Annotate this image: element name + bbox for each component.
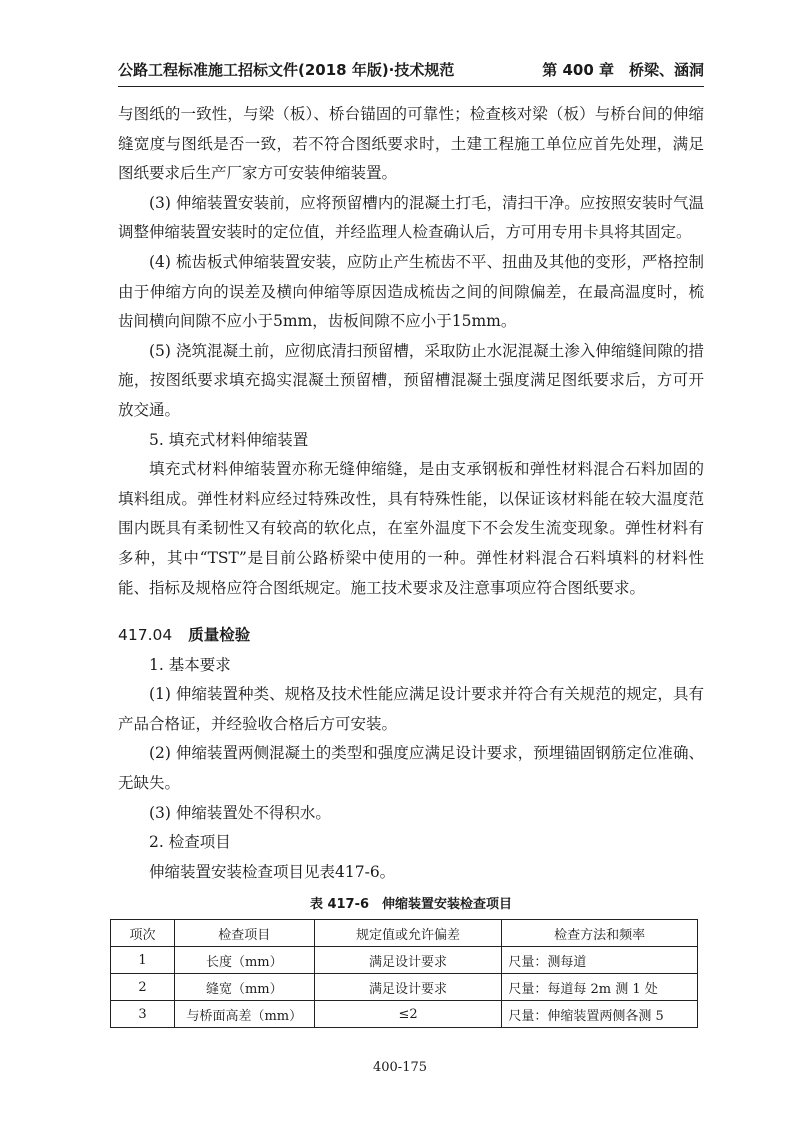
section-number: 417.04	[118, 626, 173, 645]
subheading-basic-requirements: 1. 基本要求	[149, 655, 231, 674]
paragraph-filled-joint: 填充式材料伸缩装置亦称无缝伸缩缝，是由支承钢板和弹性材料混合石料加固的填料组成。弹性材料应经过特殊改性，具有特殊性能，以保证该材料能在较大温度范围内既具有柔韧性又有较高的软化点，在室外温度下不会发生流变现象。弹性材料有多种，其中“TST”是目前公路桥梁中使用的一种。弹性材料混合石料填料的材料性能、指标及规格应符合图纸规定。施工技术要求及注意事项应符合图纸要求。	[118, 460, 704, 597]
table-row	[111, 1001, 698, 1028]
header-item-no: 项次	[111, 920, 175, 947]
cell-method: 尺量：伸缩装置两侧各测 5	[502, 1001, 698, 1028]
paragraph-requirement-1: (1) 伸缩装置种类、规格及技术性能应满足设计要求并符合有关规范的规定，具有产品合格证，并经验收合格后方可安装。	[118, 685, 704, 733]
header-tolerance: 规定值或允许偏差	[314, 920, 502, 947]
cell-method: 尺量：测每道	[502, 947, 698, 974]
cell-item-no: 1	[111, 947, 175, 974]
cell-tolerance: 满足设计要求	[314, 974, 502, 1001]
header-document-title: 公路工程标准施工招标文件(2018 年版)·技术规范	[118, 61, 455, 79]
table-header-row	[111, 920, 698, 947]
page-number: 400-175	[372, 1060, 428, 1075]
subheading-filled-joint: 5. 填充式材料伸缩装置	[149, 430, 309, 449]
inspection-table	[110, 919, 698, 1028]
cell-check-item: 与桥面高差（mm）	[174, 1001, 314, 1028]
header-chapter-title: 第 400 章 桥梁、涵洞	[542, 61, 704, 79]
paragraph-continuation: 与图纸的一致性，与梁（板）、桥台锚固的可靠性；检查核对梁（板）与桥台间的伸缩缝宽度与图纸是否一致，若不符合图纸要求时，土建工程施工单位应首先处理，满足图纸要求后生产厂家方可安装伸缩装置。	[118, 105, 704, 183]
section-heading	[118, 621, 704, 651]
cell-method: 尺量：每道每 2m 测 1 处	[502, 974, 698, 1001]
paragraph-item-4: (4) 梳齿板式伸缩装置安装，应防止产生梳齿不平、扭曲及其他的变形，严格控制由于伸缩方向的误差及横向伸缩等原因造成梳齿之间的间隙偏差，在最高温度时，梳齿间横向间隙不应小于5mm，齿板间隙不应小于15mm。	[118, 252, 704, 331]
cell-check-item: 长度（mm）	[174, 947, 314, 974]
cell-tolerance: ≤2	[314, 1001, 502, 1028]
section-title: 质量检验	[188, 626, 251, 645]
table-caption: 表 417-6 伸缩装置安装检查项目	[309, 897, 513, 912]
cell-tolerance: 满足设计要求	[314, 947, 502, 974]
paragraph-item-5: (5) 浇筑混凝土前，应彻底清扫预留槽，采取防止水泥混凝土渗入伸缩缝间隙的措施，按图纸要求填充捣实混凝土预留槽，预留槽混凝土强度满足图纸要求后，方可开放交通。	[118, 341, 704, 419]
paragraph-requirement-2: (2) 伸缩装置两侧混凝土的类型和强度应满足设计要求，预埋锚固钢筋定位准确、无缺失。	[118, 744, 704, 793]
cell-check-item: 缝宽（mm）	[174, 974, 314, 1001]
page-header	[118, 55, 704, 85]
header-divider	[118, 86, 704, 87]
paragraph-requirement-3: (3) 伸缩装置处不得积水。	[149, 803, 331, 822]
cell-item-no: 2	[111, 974, 175, 1001]
table-row	[111, 947, 698, 974]
table-row	[111, 974, 698, 1001]
paragraph-table-reference: 伸缩装置安装检查项目见表417-6。	[149, 862, 396, 881]
header-check-item: 检查项目	[174, 920, 314, 947]
cell-item-no: 3	[111, 1001, 175, 1028]
page-body	[118, 100, 704, 887]
subheading-inspection-items: 2. 检查项目	[149, 833, 231, 852]
header-method-frequency: 检查方法和频率	[502, 920, 698, 947]
paragraph-item-3: (3) 伸缩装置安装前，应将预留槽内的混凝土打毛，清扫干净。应按照安装时气温调整伸缩装置安装时的定位值，并经监理人检查确认后，方可用专用卡具将其固定。	[118, 193, 704, 242]
